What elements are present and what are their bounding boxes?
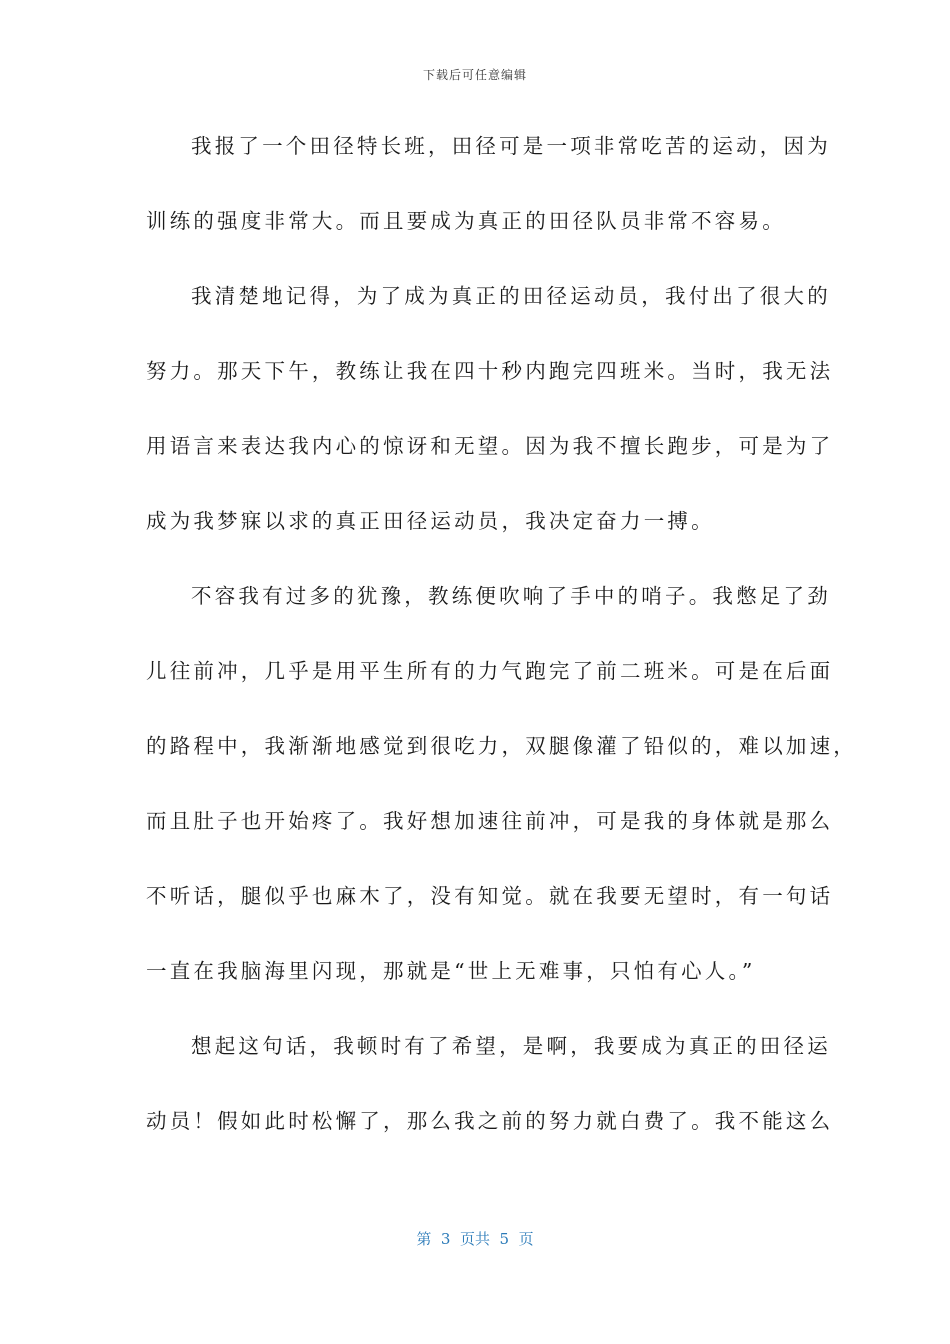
- text-line: 努力。那天下午，教练让我在四十秒内跑完四班米。当时，我无法: [146, 359, 834, 383]
- document-body: [146, 109, 857, 1159]
- paragraph-4: [146, 1009, 834, 1159]
- text-line: 用语言来表达我内心的惊讶和无望。因为我不擅长跑步，可是为了: [146, 434, 834, 458]
- text-line: 成为我梦寐以求的真正田径运动员，我决定奋力一搏。: [146, 509, 715, 533]
- text-line: 的路程中，我渐渐地感觉到很吃力，双腿像灌了铅似的，难以加速，: [146, 734, 857, 758]
- text-line: 我清楚地记得，为了成为真正的田径运动员，我付出了很大的: [191, 284, 831, 308]
- paragraph-3: [146, 559, 857, 1009]
- header-note: 下载后可任意编辑: [422, 68, 527, 82]
- text-line: 儿往前冲，几乎是用平生所有的力气跑完了前二班米。可是在后面: [146, 659, 834, 683]
- text-line: 而且肚子也开始疼了。我好想加速往前冲，可是我的身体就是那么: [146, 809, 834, 833]
- page-number-footer: 第 3 页共 5 页: [416, 1230, 534, 1248]
- text-line: 动员！假如此时松懈了，那么我之前的努力就白费了。我不能这么: [146, 1109, 834, 1133]
- text-line: 不听话，腿似乎也麻木了，没有知觉。就在我要无望时，有一句话: [146, 884, 834, 908]
- paragraph-2: [146, 259, 834, 559]
- text-line: 不容我有过多的犹豫，教练便吹响了手中的哨子。我憋足了劲: [191, 584, 831, 608]
- text-line: 我报了一个田径特长班，田径可是一项非常吃苦的运动，因为: [191, 134, 831, 158]
- text-line: 想起这句话，我顿时有了希望，是啊，我要成为真正的田径运: [191, 1034, 831, 1058]
- text-line: 训练的强度非常大。而且要成为真正的田径队员非常不容易。: [146, 209, 786, 233]
- text-line: 一直在我脑海里闪现，那就是“世上无难事，只怕有心人。”: [146, 959, 756, 983]
- paragraph-1: [146, 109, 831, 259]
